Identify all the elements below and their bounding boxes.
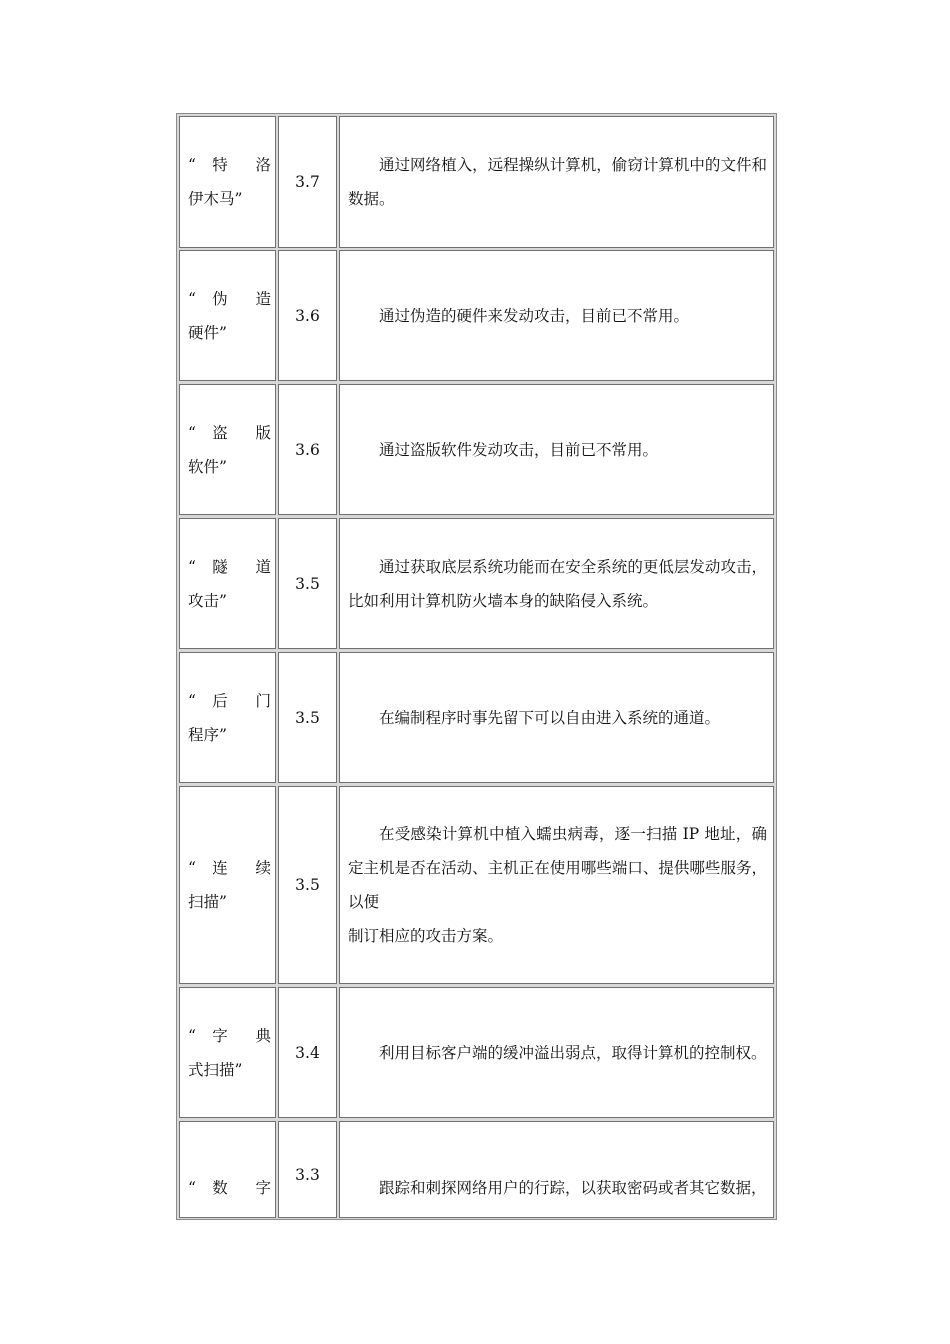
row-0-name-cell — [179, 116, 276, 248]
row-1-name-cell — [179, 250, 276, 381]
row-2-name-line1: “ 盗 版 — [188, 423, 271, 442]
attack-methods-table — [176, 113, 777, 1220]
row-4-description-cell — [339, 652, 774, 783]
row-7-description-cell — [339, 1121, 774, 1218]
row-6-name-line1: “ 字 典 — [188, 1026, 271, 1045]
row-2-description: 通过盗版软件发动攻击，目前已不常用。 — [379, 440, 659, 459]
row-5-name-cell — [179, 786, 276, 984]
row-7-name-line1: “ 数 字 — [188, 1179, 271, 1197]
row-3-name-line1: “ 隧 道 — [188, 557, 271, 576]
row-0-description-cell — [339, 116, 774, 248]
row-4-score-cell — [278, 652, 337, 783]
row-7-description: 跟踪和刺探网络用户的行踪，以获取密码或者其它数据， — [379, 1179, 767, 1197]
row-0-name-line2: 伊木马” — [188, 190, 243, 208]
row-0-description: 通过网络植入，远程操纵计算机，偷窃计算机中的文件和数据。 — [348, 156, 767, 208]
row-3-description-cell — [339, 518, 774, 649]
row-0-score-cell — [278, 116, 337, 248]
row-1-name-line2: 硬件” — [188, 323, 227, 342]
row-4-description: 在编制程序时事先留下可以自由进入系统的通道。 — [379, 708, 721, 727]
row-1-name-line1: “ 伪 造 — [188, 289, 271, 308]
row-3-name-cell — [179, 518, 276, 649]
row-7-score-cell — [278, 1121, 337, 1218]
row-1-score: 3.6 — [295, 306, 320, 325]
row-2-description-cell — [339, 384, 774, 515]
row-6-name-line2: 式扫描” — [188, 1060, 243, 1079]
row-3-score: 3.5 — [295, 574, 320, 593]
row-2-score-cell — [278, 384, 337, 515]
row-5-name-line2: 扫描” — [188, 893, 227, 911]
row-5-description-part1: 在受感染计算机中植入蠕虫病毒，逐一扫描 IP 地址，确定主机是否在活动、主机正在使用哪些端口、提供哪些服务，以便 — [348, 825, 767, 911]
row-6-description: 利用目标客户端的缓冲溢出弱点，取得计算机的控制权。 — [379, 1043, 767, 1062]
row-4-name-line1: “ 后 门 — [188, 691, 271, 710]
row-3-description: 通过获取底层系统功能而在安全系统的更低层发动攻击，比如利用计算机防火墙本身的缺陷侵入系统。 — [348, 557, 767, 610]
row-3-name-line2: 攻击” — [188, 591, 227, 610]
row-2-name-line2: 软件” — [188, 457, 227, 476]
row-1-description-cell — [339, 250, 774, 381]
row-2-name-cell — [179, 384, 276, 515]
row-7-score: 3.3 — [295, 1166, 320, 1184]
row-3-score-cell — [278, 518, 337, 649]
row-6-score-cell — [278, 987, 337, 1118]
row-6-description-cell — [339, 987, 774, 1118]
row-5-score-cell — [278, 786, 337, 984]
row-5-description-part2: 制订相应的攻击方案。 — [348, 927, 504, 945]
row-1-description: 通过伪造的硬件来发动攻击，目前已不常用。 — [379, 306, 690, 325]
row-0-name-line1: “ 特 洛 — [188, 156, 271, 174]
row-6-score: 3.4 — [295, 1043, 320, 1062]
row-7-name-cell — [179, 1121, 276, 1218]
row-6-name-cell — [179, 987, 276, 1118]
row-4-name-line2: 程序” — [188, 725, 227, 744]
row-5-score: 3.5 — [295, 876, 320, 894]
row-5-name-line1: “ 连 续 — [188, 859, 271, 877]
row-0-score: 3.7 — [295, 173, 320, 191]
row-4-name-cell — [179, 652, 276, 783]
row-4-score: 3.5 — [295, 708, 320, 727]
row-1-score-cell — [278, 250, 337, 381]
row-5-description-cell — [339, 786, 774, 984]
row-2-score: 3.6 — [295, 440, 320, 459]
